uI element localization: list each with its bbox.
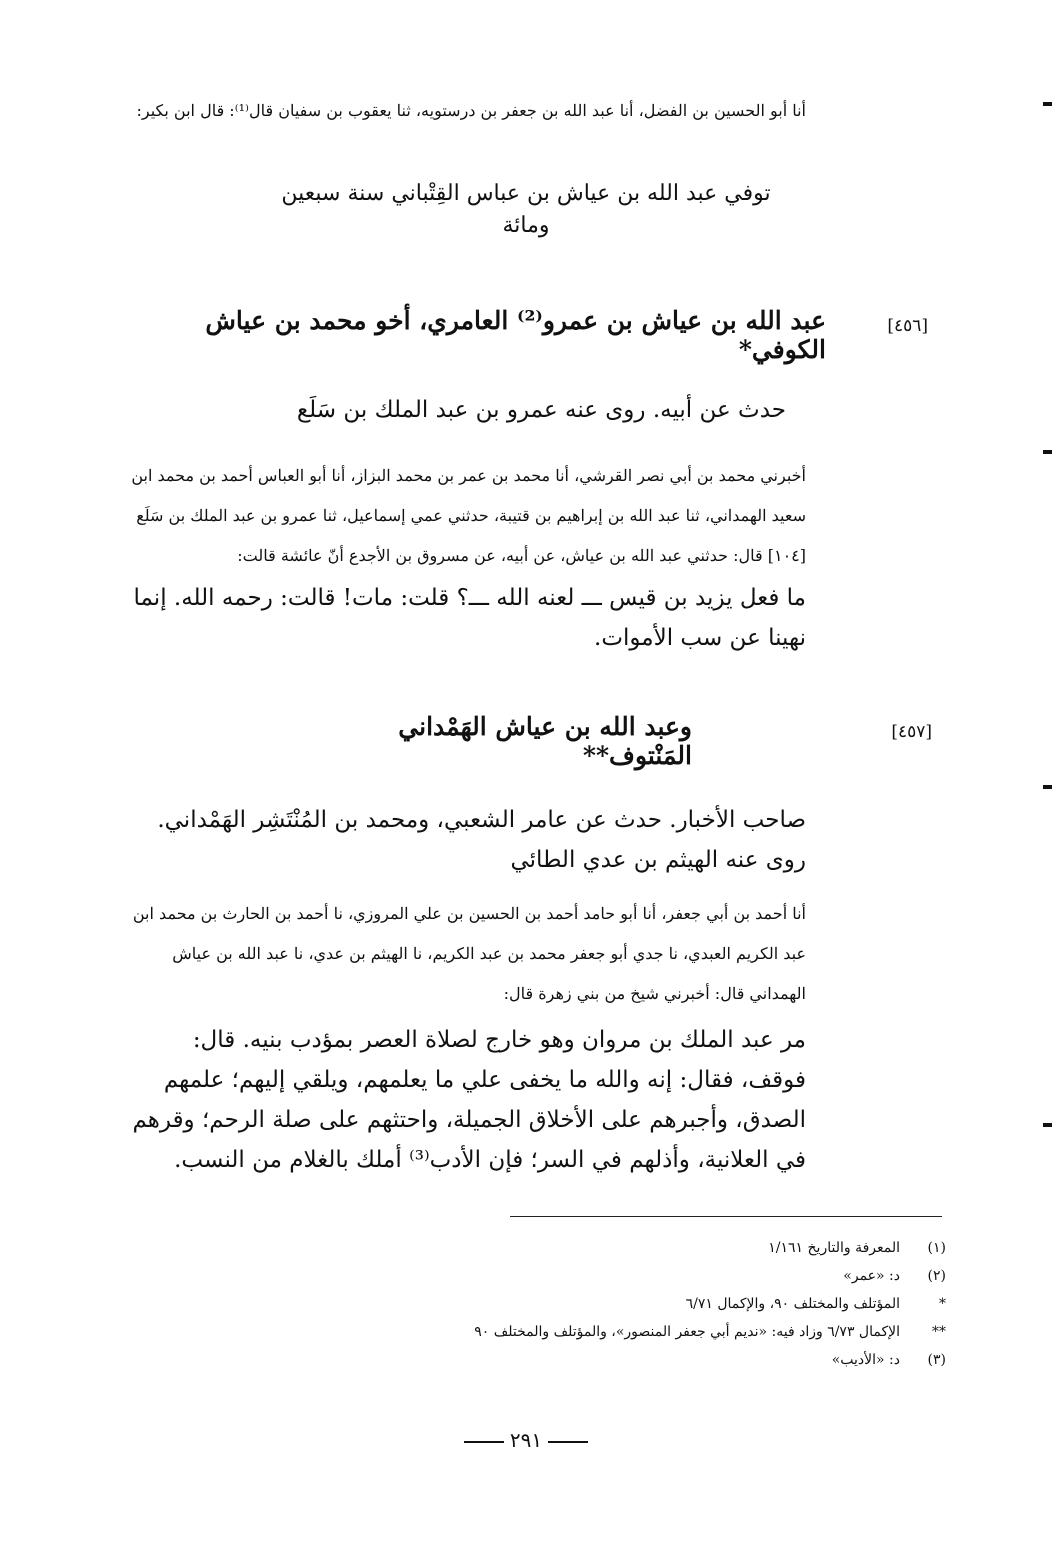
- footnote-text: د: «عمر»: [843, 1268, 900, 1284]
- footnote: [300, 1234, 946, 1262]
- entry-title: وعبد الله بن عياش الهَمْداني المَنْتوف**: [398, 712, 692, 770]
- page-number-dash: [464, 1441, 504, 1443]
- entry-number: [٤٥٦]: [887, 316, 928, 336]
- entry-title: عبد الله بن عياش بن عمرو⁽²⁾ العامري، أخو محمد بن عياش الكوفي*: [205, 306, 826, 364]
- entry-isnad: أخبرني محمد بن أبي نصر القرشي، أنا محمد بن عمر بن محمد البزاز، أنا أبو العباس أحمد بن محمد ابن سعيد الهمداني، ثنا عبد الله بن إبراهيم بن قتيبة، حدثني عمي إسماعيل، ثنا عمرو بن عبد الملك بن سَلَع [١٠٤] قال: حدثني عبد الله بن عياش، عن أبيه، عن مسروق بن الأجدع أنّ عائشة قالت:: [131, 466, 806, 565]
- scan-edge-mark: [1043, 1123, 1052, 1127]
- footnote-text: المعرفة والتاريخ ١/١٦١: [768, 1240, 900, 1256]
- footnote-mark: (٣): [927, 1352, 946, 1368]
- footnote-mark: **: [932, 1324, 946, 1340]
- footnote: [300, 1290, 946, 1318]
- footnote-text: د: «الأديب»: [831, 1352, 900, 1368]
- footnote-mark: (٢): [927, 1268, 946, 1284]
- entry-isnad: أنا أحمد بن أبي جعفر، أنا أبو حامد أحمد بن الحسين بن علي المروزي، نا أحمد بن الحارث بن محمد ابن عبد الكريم العبدي، نا جدي أبو جعفر محمد بن عبد الكريم، نا الهيثم بن عدي، نا عبد الله بن عياش الهمداني قال: أخبرني شيخ من بني زهرة قال:: [132, 904, 806, 1003]
- page-number-value: ٢٩١: [509, 1428, 543, 1452]
- footnote-mark: (١): [927, 1240, 946, 1256]
- entry-description: صاحب الأخبار. حدث عن عامر الشعبي، ومحمد بن المُنْتَشِر الهَمْداني. روى عنه الهيثم بن عدي الطائي: [157, 807, 806, 873]
- page-number: [0, 1428, 1052, 1452]
- footnote: [300, 1262, 946, 1290]
- scan-edge-mark: [1043, 102, 1052, 106]
- entry-text: مر عبد الملك بن مروان وهو خارج لصلاة العصر بمؤدب بنيه. قال: فوقف، فقال: إنه والله ما يخفى علي ما يعلمهم، ويلقي إليهم؛ علمهم الصدق، وأجبرهم على الأخلاق الجميلة، واحتثهم على صلة الرحم؛ وقرهم في العلانية، وأذلهم في السر؛ فإن الأدب⁽³⁾ أملك بالغلام من النسب.: [132, 1027, 806, 1173]
- intro-isnad: أنا أبو الحسين بن الفضل، أنا عبد الله بن جعفر بن درستويه، ثنا يعقوب بن سفيان قال⁽¹⁾: قال ابن بكير:: [136, 101, 806, 120]
- footnote: [300, 1346, 946, 1374]
- entry-text: ما فعل يزيد بن قيس ـــ لعنه الله ـــ؟ قلت: مات! قالت: رحمه الله. إنما نهينا عن سب الأموات.: [133, 585, 806, 651]
- footnote-rule: [510, 1216, 942, 1217]
- footnote-mark: *: [939, 1296, 946, 1312]
- scan-edge-mark: [1043, 785, 1052, 789]
- entry-description: حدث عن أبيه. روى عنه عمرو بن عبد الملك بن سَلَع: [296, 397, 786, 423]
- scan-edge-mark: [1043, 450, 1052, 454]
- intro-statement: توفي عبد الله بن عياش بن عباس القِتْباني سنة سبعين ومائة: [281, 181, 771, 238]
- footnote: [300, 1318, 946, 1346]
- footnote-text: المؤتلف والمختلف ٩٠، والإكمال ٦/٧١: [685, 1296, 900, 1312]
- entry-number: [٤٥٧]: [891, 722, 932, 742]
- page-number-dash: [548, 1441, 588, 1443]
- footnotes: [300, 1234, 946, 1374]
- footnote-text: الإكمال ٦/٧٣ وزاد فيه: «نديم أبي جعفر المنصور»، والمؤتلف والمختلف ٩٠: [474, 1324, 900, 1340]
